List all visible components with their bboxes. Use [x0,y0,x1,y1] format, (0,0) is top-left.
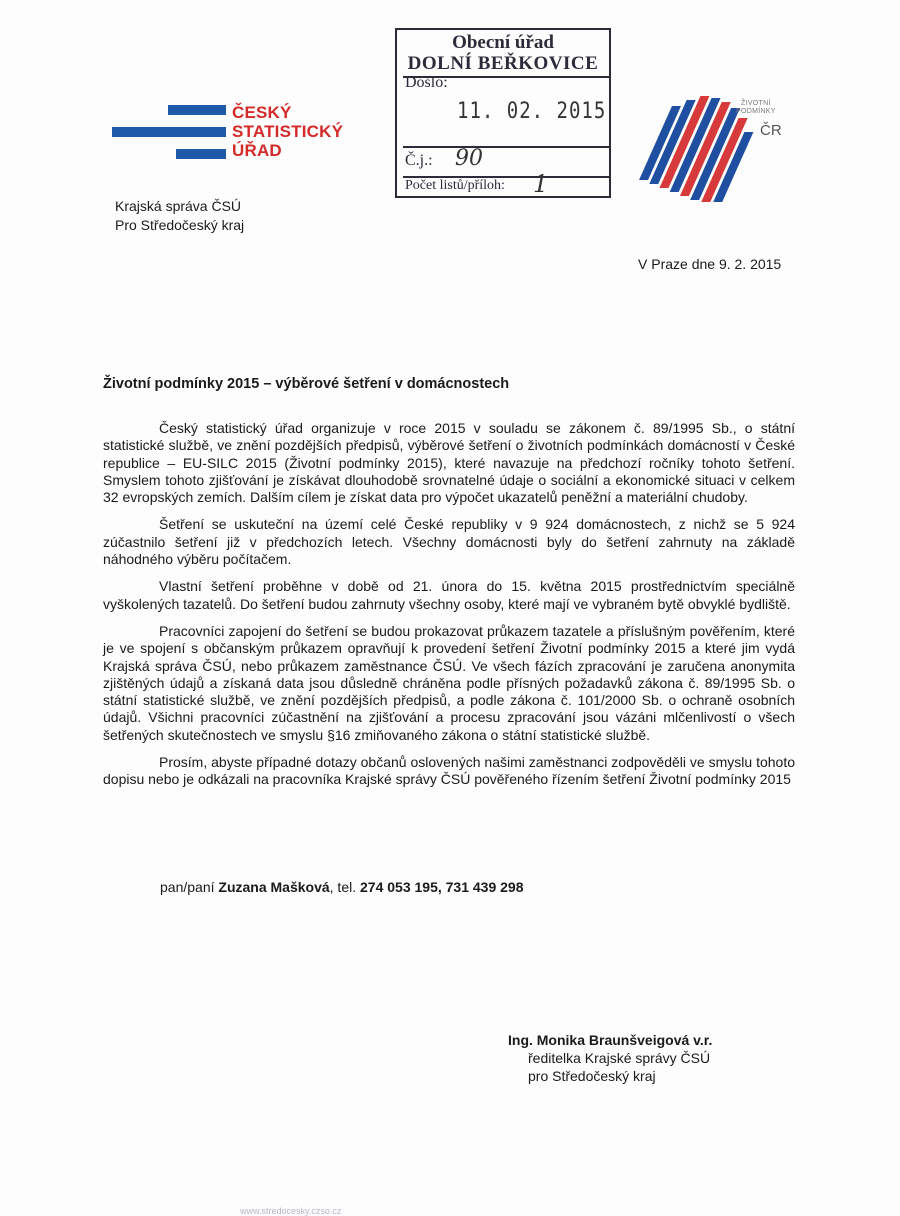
contact-tel-label: , tel. [329,879,357,895]
paragraph: Šetření se uskuteční na území celé České republiky v 9 924 domácnostech, z nichž se 5 924 zúčastnilo šetření již v předchozích letech. Všechny domácnosti byly do šetření zahrnuty na základě náhodného výběru počítačem. [103,516,795,568]
sender-office [115,197,244,235]
logo-text [232,103,343,160]
logo-bar-middle [112,127,226,137]
stamp-pages-label: Počet listů/příloh: [405,178,505,193]
signatory-role: ředitelka Krajské správy ČSÚ [528,1050,711,1066]
signatory-region: pro Středočeský kraj [528,1068,656,1084]
office-line-2: Pro Středočeský kraj [115,217,245,233]
stamp-ref-label: Č.j.: [405,152,433,169]
received-stamp [395,28,611,198]
zp-country: ČR [760,122,782,139]
letter-subject: Životní podmínky 2015 – výběrové šetření v domácnostech [103,376,510,392]
zp-caption-1: ŽIVOTNÍ [741,100,771,107]
contact-line [160,879,524,895]
stamp-ref-value: 90 [455,146,483,171]
paragraph: Prosím, abyste případné dotazy občanů oslovených našimi zaměstnanci zodpověděli ve smyslu tohoto dopisu nebo je odkázali na pracovníka Krajské správy ČSÚ pověřeného řízením šetření Životní podmínky 2015 [103,754,795,788]
zivotni-podminky-logo [628,88,788,206]
logo-bar-top [168,105,226,115]
logo-line-2: STATISTICKÝ [232,122,344,141]
paragraph: Vlastní šetření proběhne v době od 21. února do 15. května 2015 prostřednictvím speciálně vyškolených tazatelů. Do šetření budou zahrnuty všechny osoby, které mají ve vybraném bytě obvyklé bydliště. [103,578,795,612]
contact-prefix: pan/paní [160,879,215,895]
logo-line-1: ČESKÝ [232,103,292,122]
footer-url: www.stredocesky.czso.cz [240,1206,342,1216]
stamp-received-date: 11. 02. 2015 [457,98,607,124]
logo-line-3: ÚŘAD [232,141,282,160]
zp-caption-2: PODMÍNKY [736,108,776,115]
paragraph: Český statistický úřad organizuje v roce 2015 v souladu se zákonem č. 89/1995 Sb., o státní statistické službě, ve znění pozdějších předpisů, výběrové šetření o životních podmínkách domácností v České republice – EU-SILC 2015 (Životní podmínky 2015), které navazuje na předchozí ročníky tohoto šetření. Smyslem tohoto zjišťování je získávat dlouhodobě srovnatelné údaje o sociální a ekonomické situaci v celkem 32 evropských zemích. Dalším cílem je získat data pro výpočet ukazatelů peněžní a materiální chudoby. [103,420,795,506]
signature-block [508,1031,712,1085]
stamp-title-1: Obecní úřad [452,32,554,53]
office-line-1: Krajská správa ČSÚ [115,198,242,214]
contact-name: Zuzana Mašková [218,879,330,895]
contact-phones: 274 053 195, 731 439 298 [360,879,524,895]
stamp-title-2: DOLNÍ BEŘKOVICE [407,53,599,74]
signatory-name: Ing. Monika Braunšveigová v.r. [508,1032,713,1048]
date-line: V Praze dne 9. 2. 2015 [638,256,782,272]
zp-caption [736,100,776,116]
stamp-divider [403,146,609,148]
stamp-received-label: Došlo: [405,74,448,91]
paragraph: Pracovníci zapojení do šetření se budou prokazovat průkazem tazatele a příslušným pověřením, které je ve spojení s občanským průkazem opravňují k provedení šetření Životní podmínky 2015 a které jim vydá Krajská správa ČSÚ, nebo průkazem zaměstnance ČSÚ. Ve všech fázích zpracování je zaručena anonymita zjištěných údajů a získaná data jsou důsledně chráněna podle přísných požadavků zákona č. 89/1995 Sb. o státní statistické službě, ve znění pozdějších předpisů, a podle zákona č. 101/2000 Sb. o ochraně osobních údajů. Všichni pracovníci zúčastnění na zjišťování a procesu zpracování jsou vázáni mlčenlivostí o všech šetřených skutečnostech ve smyslu §16 zmiňovaného zákona o státní statistické službě. [103,622,795,743]
logo-bar-bottom [176,149,226,159]
csu-logo [112,104,362,166]
stamp-pages-value: 1 [533,170,549,198]
letter-body [103,420,795,799]
